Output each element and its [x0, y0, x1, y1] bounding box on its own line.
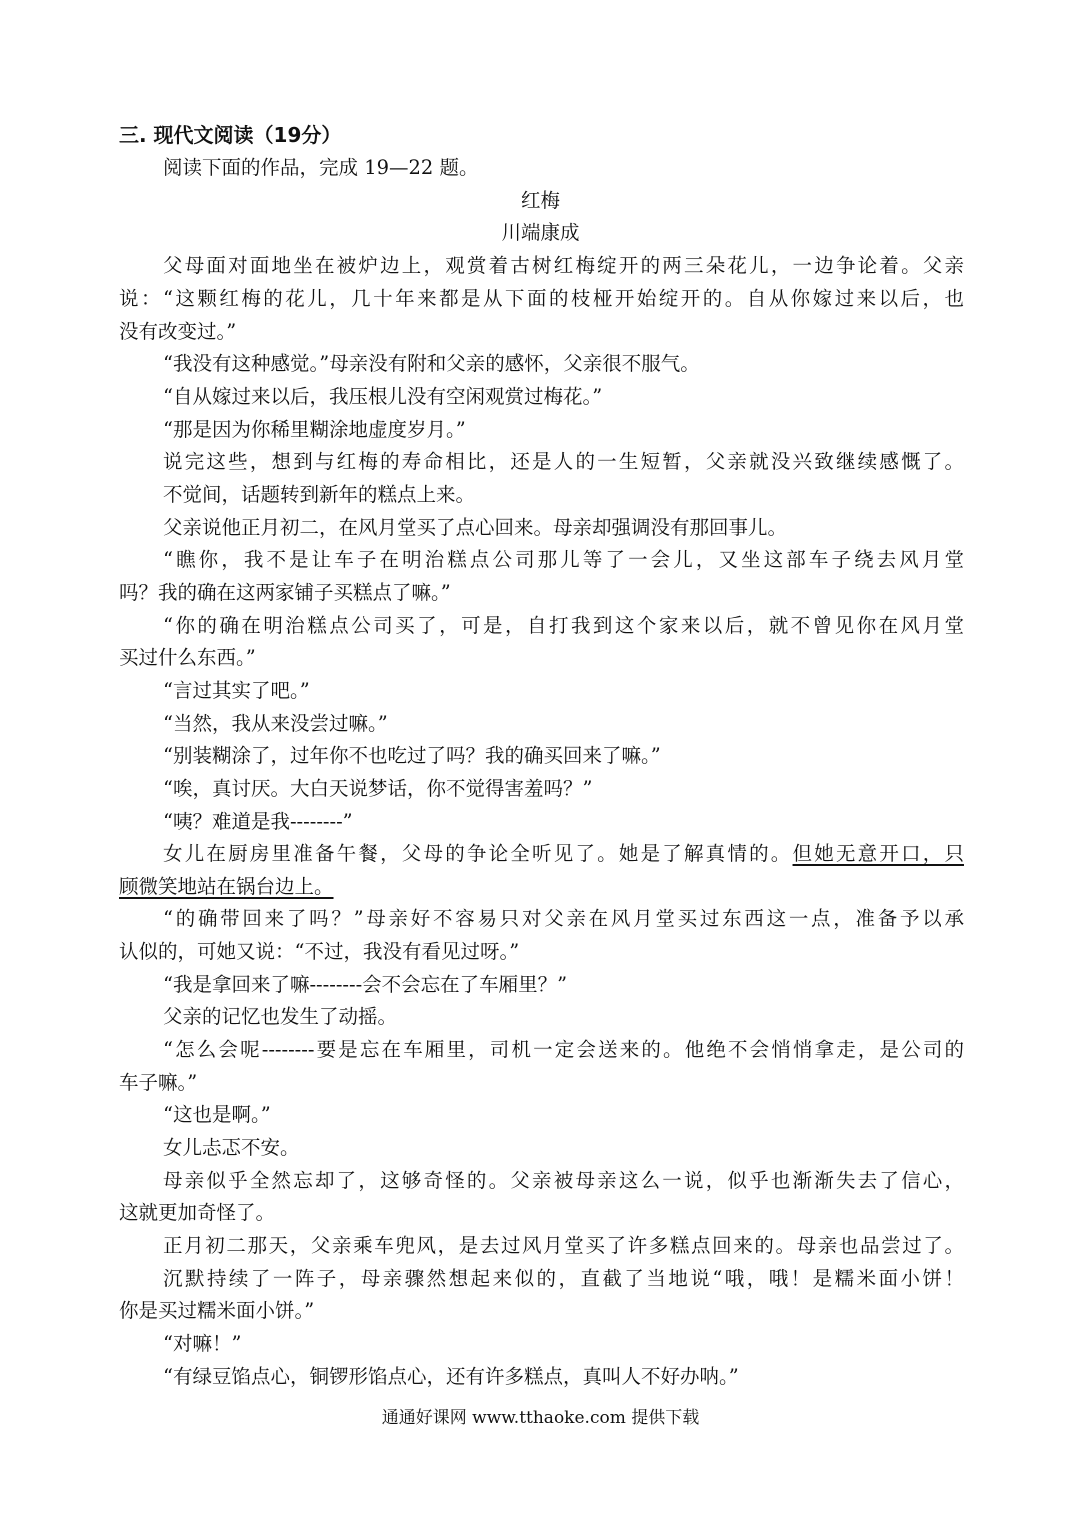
- paragraph-line: “咦？难道是我--------”: [163, 810, 353, 833]
- paragraph-line: 女儿忐忑不安。: [163, 1136, 300, 1159]
- paragraph-line: “瞧你，我不是让车子在明治糕点公司那儿等了一会儿，又坐这部车子绕去风月堂: [163, 548, 964, 571]
- paragraph-line: “我没有这种感觉。”母亲没有附和父亲的感怀，父亲很不服气。: [163, 352, 700, 375]
- paragraph-line: 正月初二那天，父亲乘车兜风，是去过风月堂买了许多糕点回来的。母亲也品尝过了。: [163, 1234, 964, 1257]
- paragraph-line: 说：“这颗红梅的花儿，几十年来都是从下面的枝桠开始绽开的。自从你嫁过来以后，也: [119, 287, 964, 310]
- story-title: 红梅: [520, 189, 560, 212]
- paragraph-line: “别装糊涂了，过年你不也吃过了吗？我的确买回来了嘛。”: [163, 744, 661, 767]
- paragraph-line: 说完这些，想到与红梅的寿命相比，还是人的一生短暂，父亲就没兴致继续感慨了。: [163, 450, 964, 473]
- paragraph-line: “你的确在明治糕点公司买了，可是，自打我到这个家来以后，就不曾见你在风月堂: [163, 614, 964, 637]
- story-author: 川端康成: [501, 221, 580, 244]
- paragraph-line: “那是因为你稀里糊涂地虚度岁月。”: [163, 418, 466, 441]
- paragraph-line: 你是买过糯米面小饼。”: [119, 1299, 315, 1322]
- paragraph-line: “自从嫁过来以后，我压根儿没有空闲观赏过梅花。”: [163, 385, 603, 408]
- paragraph-line: 买过什么东西。”: [119, 646, 256, 669]
- paragraph-line: “怎么会呢--------要是忘在车厢里，司机一定会送来的。他绝不会悄悄拿走，是公司的: [163, 1038, 964, 1061]
- paragraph-line: [163, 843, 964, 865]
- paragraph-line: 父母面对面地坐在被炉边上，观赏着古树红梅绽开的两三朵花儿，一边争论着。父亲: [163, 254, 964, 277]
- underlined-excerpt: 但她无意开口，只: [792, 842, 964, 865]
- instruction: 阅读下面的作品，完成 19—22 题。: [163, 156, 479, 179]
- paragraph-line: [119, 876, 964, 898]
- paragraph-line: “有绿豆馅点心，铜锣形馅点心，还有许多糕点，真叫人不好办呐。”: [163, 1365, 739, 1388]
- paragraph-line: “言过其实了吧。”: [163, 679, 310, 702]
- paragraph-line: 父亲的记忆也发生了动摇。: [163, 1005, 398, 1028]
- paragraph-text: 女儿在厨房里准备午餐，父母的争论全听见了。她是了解真情的。: [163, 842, 793, 865]
- paragraph-line: 母亲似乎全然忘却了，这够奇怪的。父亲被母亲这么一说，似乎也渐渐失去了信心，: [163, 1169, 964, 1192]
- page-footer: 通通好课网 www.tthaoke.com 提供下载: [381, 1408, 700, 1428]
- paragraph-line: “对嘛！”: [163, 1332, 242, 1355]
- paragraph-line: “的确带回来了吗？”母亲好不容易只对父亲在风月堂买过东西这一点，准备予以承: [163, 907, 964, 930]
- paragraph-line: 吗？我的确在这两家铺子买糕点了嘛。”: [119, 581, 451, 604]
- paragraph-line: “唉，真讨厌。大白天说梦话，你不觉得害羞吗？”: [163, 777, 593, 800]
- paragraph-line: 这就更加奇怪了。: [119, 1201, 276, 1224]
- paragraph-line: “当然，我从来没尝过嘛。”: [163, 712, 388, 735]
- paragraph-line: 不觉间，话题转到新年的糕点上来。: [163, 483, 476, 506]
- paragraph-line: 父亲说他正月初二，在风月堂买了点心回来。母亲却强调没有那回事儿。: [163, 516, 788, 539]
- paragraph-line: “我是拿回来了嘛--------会不会忘在了车厢里？”: [163, 973, 568, 996]
- section-heading: 三. 现代文阅读（19分）: [119, 123, 342, 147]
- paragraph-line: 车子嘛。”: [119, 1071, 198, 1094]
- paragraph-line: “这也是啊。”: [163, 1103, 271, 1126]
- paragraph-line: 认似的，可她又说：“不过，我没有看见过呀。”: [119, 940, 520, 963]
- underlined-excerpt: 顾微笑地站在锅台边上。: [119, 875, 334, 898]
- paragraph-line: 没有改变过。”: [119, 320, 237, 343]
- paragraph-line: 沉默持续了一阵子，母亲骤然想起来似的，直截了当地说“哦，哦！是糯米面小饼！: [163, 1267, 964, 1290]
